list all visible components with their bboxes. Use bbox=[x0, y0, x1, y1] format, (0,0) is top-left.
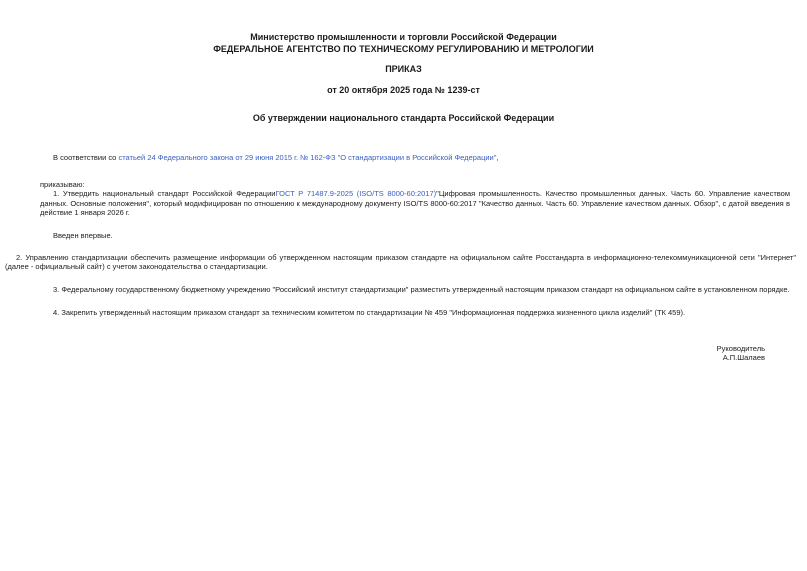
signature-block bbox=[40, 344, 765, 363]
item1-suffix-text: "Цифровая промышленность. Качество промышленных данных. Часть 60. Управление качеством данных. Основные положения", который модифицирован по отношению к международному документу ISO/TS 8000-60:2017 "Качество данных. Часть 60. Управление качеством данных. Обзор", с датой введения в действие 1 января 2026 г. bbox=[40, 189, 790, 218]
order-word: приказываю: bbox=[40, 179, 85, 189]
introduced-note: Введен впервые. bbox=[53, 231, 113, 241]
ministry-line: Министерство промышленности и торговли Российской Федерации bbox=[250, 32, 557, 42]
law-reference-link[interactable]: статьей 24 Федерального закона от 29 июня 2015 г. № 162-ФЗ "О стандартизации в Российской Федерации" bbox=[118, 152, 497, 162]
document-body bbox=[0, 153, 807, 363]
item1-paragraph bbox=[40, 189, 790, 217]
signer-title: Руководитель bbox=[716, 343, 765, 353]
preamble-paragraph bbox=[40, 153, 790, 162]
item4-paragraph: 4. Закрепить утвержденный настоящим приказом стандарт за техническим комитетом по стандартизации № 459 "Информационная поддержка жизненного цикла изделий" (ТК 459). bbox=[53, 307, 686, 317]
gost-standard-link[interactable]: ГОСТ Р 71487.9-2025 (ISO/TS 8000-60:2017) bbox=[275, 189, 437, 199]
item2-paragraph: 2. Управлению стандартизации обеспечить размещение информации об утвержденном настоящим приказом стандарте на официальном сайте Росстандарта в информационно-телекоммуникационной сети "Интернет" (далее - официальный сайт) с учетом законодательства о стандартизации. bbox=[5, 252, 796, 272]
doc-date-number: от 20 октября 2025 года № 1239-ст bbox=[327, 84, 480, 95]
agency-line: ФЕДЕРАЛЬНОЕ АГЕНТСТВО ПО ТЕХНИЧЕСКОМУ РЕГУЛИРОВАНИЮ И МЕТРОЛОГИИ bbox=[213, 43, 594, 54]
doc-type-title: ПРИКАЗ bbox=[385, 64, 422, 74]
item3-paragraph: 3. Федеральному государственному бюджетному учреждению "Российский институт стандартизации" разместить утвержденный настоящим приказом стандарт на официальном сайте в установленном порядке. bbox=[53, 284, 790, 294]
document-header bbox=[0, 0, 807, 125]
item1-prefix-text: 1. Утвердить национальный стандарт Российской Федерации bbox=[53, 189, 276, 199]
preamble-prefix-text: В соответствии со bbox=[53, 152, 119, 162]
doc-subject-title: Об утверждении национального стандарта Российской Федерации bbox=[252, 113, 555, 123]
preamble-suffix-text: , bbox=[496, 152, 499, 162]
signer-name: А.П.Шалаев bbox=[722, 352, 765, 362]
